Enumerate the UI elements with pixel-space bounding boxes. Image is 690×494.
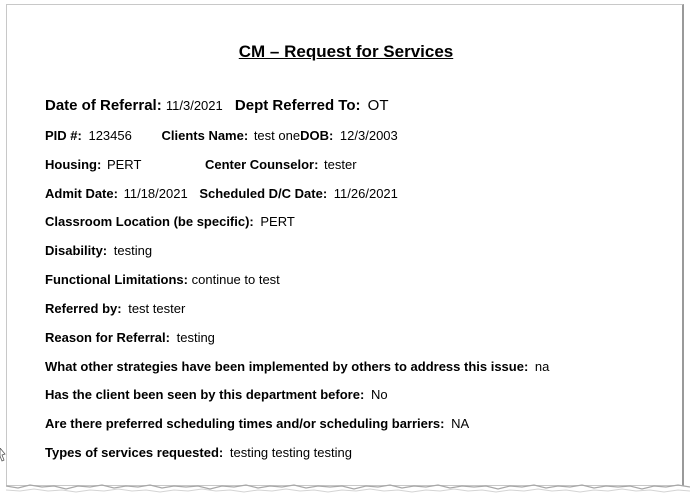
reason-label: Reason for Referral: — [45, 330, 170, 345]
date-of-referral-label: Date of Referral: — [45, 97, 162, 114]
date-of-referral-value: 11/3/2021 — [165, 98, 223, 113]
document-page — [6, 4, 684, 486]
dob-value: 12/3/2003 — [339, 128, 398, 143]
row-scheduling — [45, 416, 469, 432]
client-name-label: Clients Name: — [161, 128, 249, 143]
functional-label: Functional Limitations: — [45, 272, 188, 287]
strategies-label: What other strategies have been implemented by others to address this issue: — [45, 359, 529, 374]
referred-by-label: Referred by: — [45, 301, 122, 316]
pid-value: 123456 — [88, 128, 132, 143]
classroom-label: Classroom Location (be specific): — [45, 214, 254, 229]
row-services — [45, 445, 352, 461]
services-label: Types of services requested: — [45, 445, 224, 460]
admit-date-label: Admit Date: — [45, 186, 118, 201]
pid-label: PID #: — [45, 128, 82, 143]
strategies-value: na — [534, 359, 550, 374]
scheduled-dc-value: 11/26/2021 — [333, 186, 398, 201]
housing-label: Housing: — [45, 157, 102, 172]
scheduling-label: Are there preferred scheduling times and/or scheduling barriers: — [45, 416, 445, 431]
row-disability — [45, 243, 152, 259]
admit-date-value: 11/18/2021 — [123, 186, 188, 201]
row-referral — [45, 98, 389, 114]
row-pid — [45, 128, 398, 144]
row-classroom — [45, 214, 295, 230]
dept-referred-label: Dept Referred To: — [234, 97, 361, 114]
seen-before-value: No — [370, 387, 388, 402]
document-title: CM – Request for Services — [238, 42, 454, 61]
disability-value: testing — [113, 243, 153, 258]
row-strategies — [45, 359, 549, 375]
center-counselor-value: tester — [324, 157, 357, 172]
row-admit — [45, 186, 398, 202]
seen-before-label: Has the client been seen by this department before: — [45, 387, 365, 402]
classroom-value: PERT — [260, 214, 295, 229]
row-housing — [45, 157, 357, 173]
housing-value: PERT — [106, 157, 142, 172]
torn-edge-decoration — [6, 484, 690, 494]
cursor-fragment-icon — [0, 448, 6, 462]
scheduled-dc-label: Scheduled D/C Date: — [199, 186, 328, 201]
row-seen-before — [45, 387, 388, 403]
row-reason — [45, 330, 215, 346]
scheduling-value: NA — [451, 416, 470, 431]
functional-value: continue to test — [191, 272, 280, 287]
center-counselor-label: Center Counselor: tester — [205, 157, 357, 172]
client-name-value: test one — [253, 128, 301, 143]
services-value: testing testing testing — [229, 445, 352, 460]
row-functional — [45, 272, 280, 288]
dept-referred-value: OT — [367, 97, 389, 114]
reason-value: testing — [176, 330, 215, 345]
disability-label: Disability: — [45, 243, 108, 258]
referred-by-value: test tester — [128, 301, 186, 316]
row-referred-by — [45, 301, 185, 317]
dob-label: DOB: — [300, 128, 334, 143]
